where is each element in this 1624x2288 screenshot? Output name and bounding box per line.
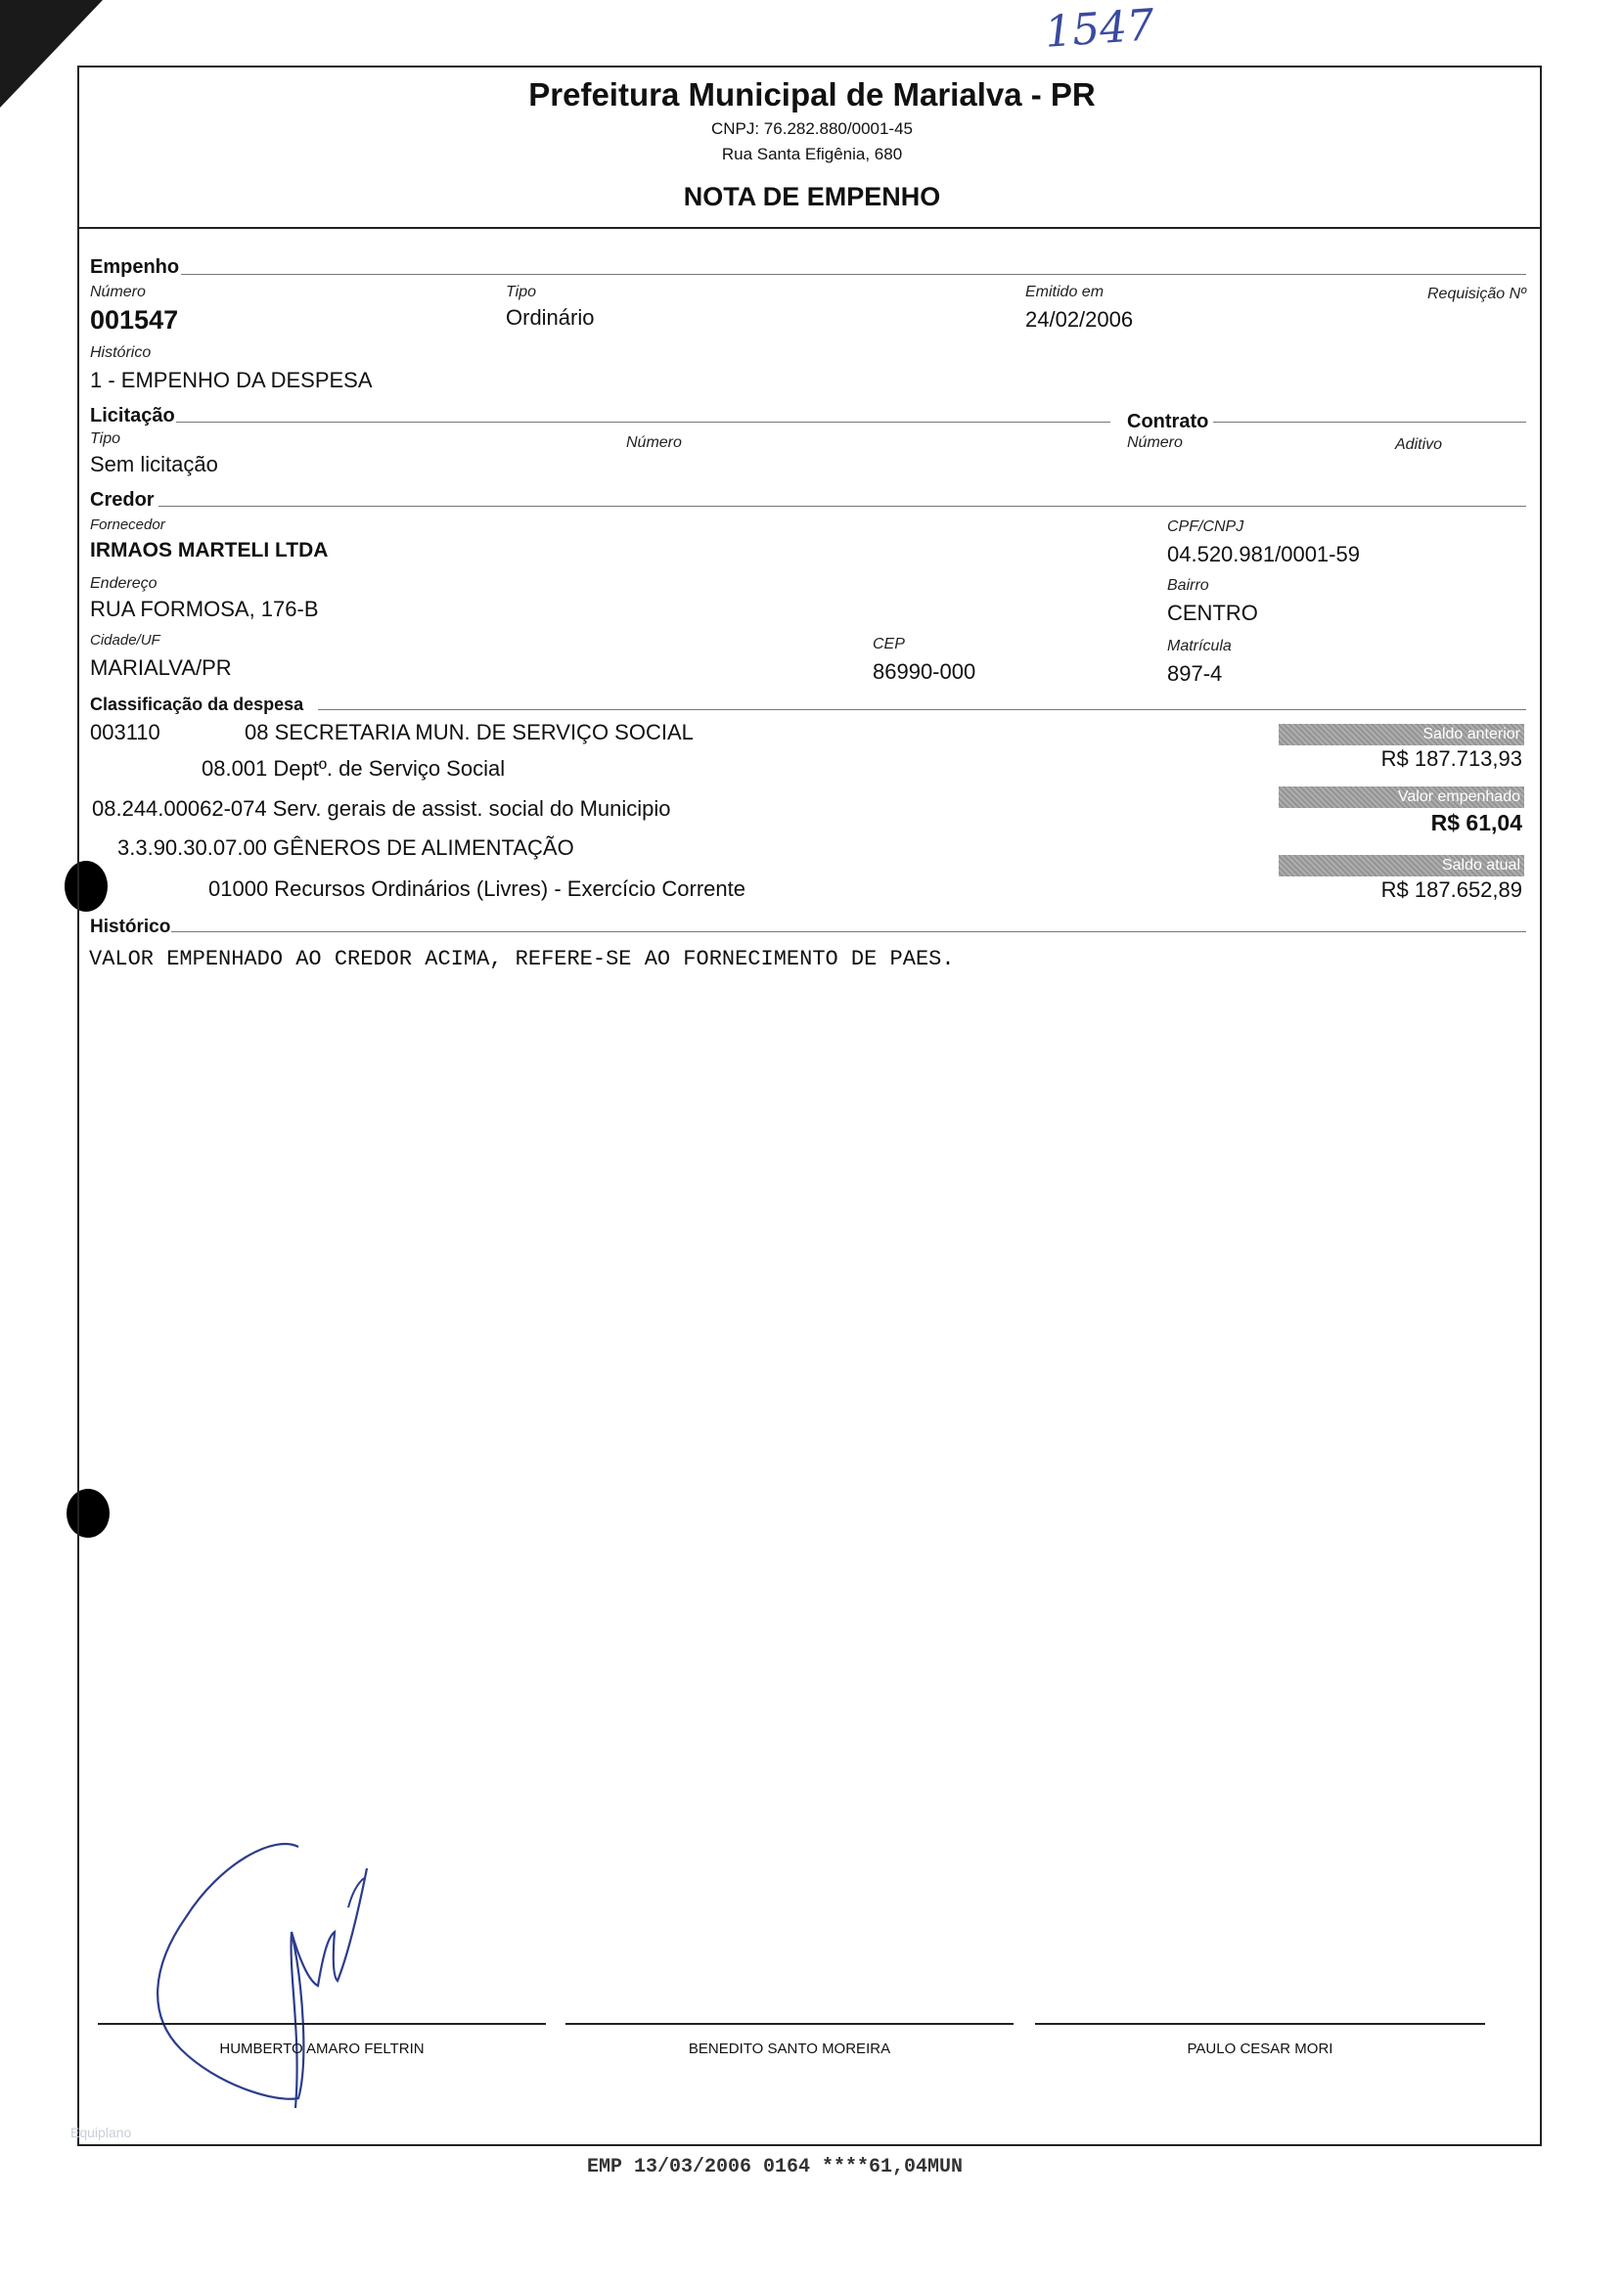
handwritten-number: 1547 [1043,0,1156,58]
credor-bairro: CENTRO [1167,601,1258,625]
classificacao-code: 003110 [90,720,160,744]
saldo-atual-label: Saldo atual [1279,855,1524,876]
credor-cep-label: CEP [873,636,905,652]
licitacao-numero-label: Número [626,434,682,451]
credor-endereco: RUA FORMOSA, 176-B [90,597,319,621]
licitacao-tipo-label: Tipo [90,430,120,447]
credor-cep: 86990-000 [873,659,976,684]
empenho-historico-label: Histórico [90,344,152,361]
municipality-address: Rua Santa Efigênia, 680 [721,145,903,163]
credor-section-title: Credor [90,489,155,511]
signature-line-1 [98,2023,546,2025]
empenho-emitido: 24/02/2006 [1025,307,1134,332]
document-title: NOTA DE EMPENHO [683,182,941,211]
saldo-atual-value: R$ 187.652,89 [1380,877,1522,902]
contrato-section-title: Contrato [1127,411,1209,432]
credor-cidade-label: Cidade/UF [90,632,160,649]
licitacao-tipo: Sem licitação [90,452,218,476]
header-divider [77,227,1542,229]
credor-matricula-label: Matrícula [1167,638,1232,654]
signature-line-2 [565,2023,1014,2025]
classificacao-section-title: Classificação da despesa [90,695,304,714]
historico-text: VALOR EMPENHADO AO CREDOR ACIMA, REFERE-SE AO FORNECIMENTO DE PAES. [89,947,955,971]
valor-empenhado-value: R$ 61,04 [1430,810,1522,835]
empenho-tipo: Ordinário [506,305,595,330]
saldo-anterior-value: R$ 187.713,93 [1380,746,1522,771]
contrato-numero-label: Número [1127,434,1183,451]
credor-bairro-label: Bairro [1167,577,1209,594]
signature-scribble [127,1839,421,2132]
credor-fornecedor-label: Fornecedor [90,516,165,533]
signature-line-3 [1035,2023,1485,2025]
saldo-anterior-label: Saldo anterior [1279,724,1524,745]
valor-empenhado-label: Valor empenhado [1279,786,1524,808]
credor-rule [158,506,1526,507]
signature-name-2: BENEDITO SANTO MOREIRA [688,2041,891,2057]
credor-cidade: MARIALVA/PR [90,655,232,680]
licitacao-section-title: Licitação [90,405,175,426]
contrato-rule [1213,422,1526,423]
classificacao-departamento: 08.001 Deptº. de Serviço Social [202,756,506,781]
empenho-numero-label: Número [90,284,146,300]
receipt-stamp: EMP 13/03/2006 0164 ****61,04MUN [587,2156,964,2178]
equiplano-brand: Equiplano [70,2125,132,2140]
historico-rule [171,931,1526,932]
credor-fornecedor: IRMAOS MARTELI LTDA [90,539,329,561]
municipality-cnpj: CNPJ: 76.282.880/0001-45 [710,119,914,138]
municipality-title: Prefeitura Municipal de Marialva - PR [528,76,1096,112]
empenho-historico: 1 - EMPENHO DA DESPESA [90,368,373,392]
classificacao-recurso: 01000 Recursos Ordinários (Livres) - Exercício Corrente [208,876,745,901]
credor-cpf-label: CPF/CNPJ [1167,518,1244,535]
empenho-requisicao-label: Requisição Nº [1427,286,1526,302]
credor-endereco-label: Endereço [90,575,158,592]
empenho-rule [181,274,1526,275]
licitacao-rule [176,422,1110,423]
contrato-aditivo-label: Aditivo [1395,436,1443,453]
credor-matricula: 897-4 [1167,661,1223,686]
credor-cpf: 04.520.981/0001-59 [1167,542,1360,566]
classificacao-secretaria: 08 SECRETARIA MUN. DE SERVIÇO SOCIAL [245,720,694,744]
empenho-emitido-label: Emitido em [1025,284,1105,300]
signature-name-3: PAULO CESAR MORI [1187,2041,1333,2057]
classificacao-elemento: 3.3.90.30.07.00 GÊNEROS DE ALIMENTAÇÃO [117,835,574,860]
empenho-section-title: Empenho [90,256,180,278]
signature-name-1: HUMBERTO AMARO FELTRIN [219,2041,425,2057]
empenho-tipo-label: Tipo [506,284,536,300]
classificacao-rule [318,709,1526,710]
empenho-numero: 001547 [90,305,179,335]
classificacao-funcional: 08.244.00062-074 Serv. gerais de assist. social do Municipio [92,796,671,821]
historico-section-title: Histórico [90,917,171,937]
